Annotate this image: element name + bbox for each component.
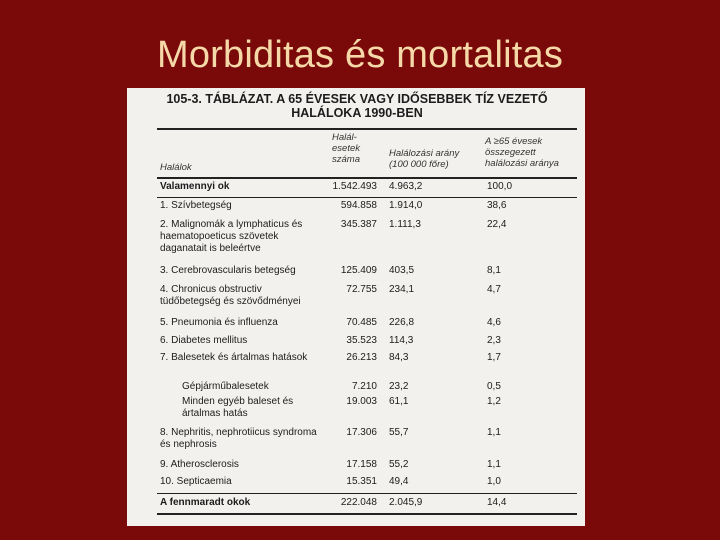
row-label: 1. Szívbetegség [160,200,232,211]
footer-rule [157,493,577,494]
table-title-line-1: 105-3. TÁBLÁZAT. A 65 ÉVESEK VAGY IDŐSEBBEK TÍZ VEZETŐ [166,92,548,106]
row-label: A fennmaradt okok [160,497,251,508]
row-rate: 55,2 [389,459,409,470]
row-deaths: 70.485 [346,317,377,328]
row-rate: 4.963,2 [389,181,423,192]
row-deaths: 15.351 [346,476,377,487]
row-share: 4,6 [487,317,501,328]
row-label: 4. Chronicus obstructiv tüdőbetegség és szövődményei [160,284,301,307]
row-label: 8. Nephritis, nephrotiicus syndroma és nephrosis [160,427,317,450]
row-share: 0,5 [487,381,501,392]
row-deaths: 1.542.493 [332,181,377,192]
row-rate: 23,2 [389,381,409,392]
row-share: 1,1 [487,427,501,438]
row-rate: 403,5 [389,265,415,276]
row-label: 9. Atherosclerosis [160,459,239,470]
row-rate: 84,3 [389,352,409,363]
row-label: 7. Balesetek és ártalmas hatások [160,352,308,363]
row-label: 5. Pneumonia és influenza [160,317,278,328]
row-rate: 114,3 [389,335,414,346]
row-share: 1,1 [487,459,501,470]
row-share: 14,4 [487,497,507,508]
header-share: A ≥65 évesek összegezett halálozási aránya [485,136,559,169]
row-label: 3. Cerebrovascularis betegség [160,265,296,276]
row-rate: 55,7 [389,427,409,438]
row-rate: 2.045,9 [389,497,423,508]
row-rate: 61,1 [389,396,409,407]
row-share: 1,2 [487,396,501,407]
table-title-line-2: HALÁLOKA 1990-BEN [291,106,423,120]
row-rate: 234,1 [389,284,415,295]
row-deaths: 35.523 [346,335,377,346]
row-label: 10. Septicaemia [160,476,232,487]
row-label: Valamennyi ok [160,181,230,192]
row-label: Minden egyéb baleset és ártalmas hatás [182,396,294,419]
header-rate: Halálozási arány (100 000 főre) [389,148,460,170]
header-cause: Halálok [160,162,192,173]
row-rate: 49,4 [389,476,409,487]
row-share: 4,7 [487,284,501,295]
row-share: 100,0 [487,181,513,192]
row-deaths: 222.048 [340,497,377,508]
header-deaths: Halál- esetek száma [332,132,360,165]
row-rate: 1.914,0 [389,200,423,211]
row-share: 1,7 [487,352,501,363]
row-label: Gépjárműbalesetek [182,381,269,392]
row-share: 22,4 [487,219,507,230]
row-rule [157,197,577,198]
row-deaths: 17.158 [346,459,377,470]
row-share: 38,6 [487,200,507,211]
row-deaths: 345.387 [340,219,377,230]
top-rule [157,128,577,130]
row-rate: 1.111,3 [389,219,421,230]
row-share: 2,3 [487,335,501,346]
bottom-rule [157,513,577,515]
row-share: 1,0 [487,476,501,487]
row-label: 6. Diabetes mellitus [160,335,248,346]
row-share: 8,1 [487,265,501,276]
row-rate: 226,8 [389,317,415,328]
row-deaths: 19.003 [346,396,377,407]
scanned-table [127,88,585,526]
row-deaths: 72.755 [346,284,377,295]
header-rule [157,177,577,179]
row-deaths: 17.306 [346,427,377,438]
row-label: 2. Malignomák a lymphaticus és haematopoeticus szövetek daganatait is beleértve [160,219,303,254]
row-deaths: 26.213 [346,352,377,363]
row-deaths: 594.858 [340,200,377,211]
row-deaths: 125.409 [340,265,377,276]
row-deaths: 7.210 [351,381,377,392]
slide-title: Morbiditas és mortalitas [156,34,564,76]
table-title [137,92,577,120]
